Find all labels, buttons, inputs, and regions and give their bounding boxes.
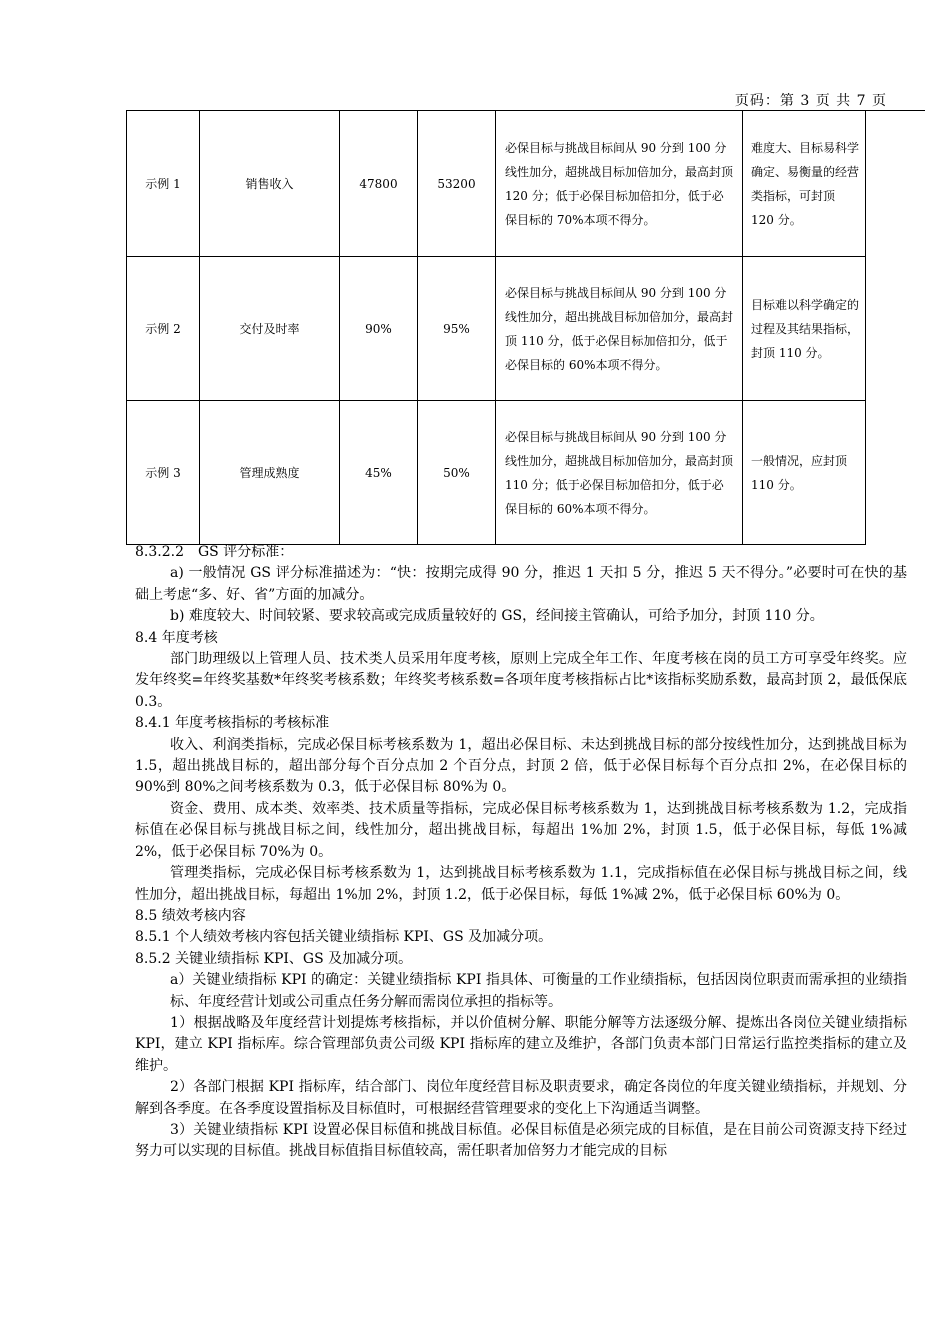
must-target: 90% bbox=[340, 257, 418, 401]
paragraph: 管理类指标，完成必保目标考核系数为 1，达到挑战目标考核系数为 1.1，完成指标值在必保目标与挑战目标之间，线性加分，超出挑战目标，每超出 1%加 2%，封顶 1.2，低于必保目标，每低 1%减 2%，低于必保目标 60%为 0。 bbox=[135, 865, 907, 903]
challenge-target: 53200 bbox=[418, 111, 496, 257]
section-heading: 8.5.2 关键业绩指标 KPI、GS 及加减分项。 bbox=[135, 950, 413, 967]
scoring-rule: 必保目标与挑战目标间从 90 分到 100 分线性加分，超挑战目标加倍加分，最高封顶 120 分；低于必保目标加倍扣分，低于必保目标的 70%本项不得分。 bbox=[496, 111, 743, 257]
example-label: 示例 1 bbox=[127, 111, 200, 257]
indicator-name: 管理成熟度 bbox=[200, 401, 340, 545]
paragraph: 部门助理级以上管理人员、技术类人员采用年度考核，原则上完成全年工作、年度考核在岗的员工方可享受年终奖。应发年终奖=年终奖基数*年终奖考核系数；年终奖考核系数=各项年度考核指标占比*该指标奖励系数，最高封顶 2，最低保底 0.3。 bbox=[135, 651, 907, 710]
paragraph: 2）各部门根据 KPI 指标库，结合部门、岗位年度经营目标及职责要求，确定各岗位的年度关键业绩指标，并规划、分解到各季度。在各季度设置指标及目标值时，可根据经营管理要求的变化上下沟通适当调整。 bbox=[135, 1079, 907, 1117]
document-body bbox=[135, 542, 907, 1163]
paragraph: 资金、费用、成本类、效率类、技术质量等指标，完成必保目标考核系数为 1，达到挑战目标考核系数为 1.2，完成指标值在必保目标与挑战目标之间，线性加分，超出挑战目标，每超出 1%加 2%，封顶 1.5，低于必保目标，每低 1%减 2%，低于必保目标 70%为 0。 bbox=[135, 800, 907, 860]
paragraph: a) 一般情况 GS 评分标准描述为：“快：按期完成得 90 分，推迟 1 天扣 5 分，推迟 5 天不得分。”必要时可在快的基础上考虑“多、好、省”方面的加减分。 bbox=[135, 565, 907, 603]
section-heading: 8.5 绩效考核内容 bbox=[135, 907, 246, 924]
paragraph: 收入、利润类指标，完成必保目标考核系数为 1，超出必保目标、未达到挑战目标的部分按线性加分，达到挑战目标为 1.5，超出挑战目标的，超出部分每个百分点加 2 个百分点，封顶 2 倍，低于必保目标每个百分点扣 2%，在必保目标的 90%到 80%之间考核系数为 0.3，低于必保目标 80%为 0。 bbox=[135, 736, 907, 796]
scoring-rule: 必保目标与挑战目标间从 90 分到 100 分线性加分，超挑战目标加倍加分，最高封顶 110 分；低于必保目标加倍扣分，低于必保目标的 60%本项不得分。 bbox=[496, 401, 743, 545]
table-row bbox=[127, 401, 866, 545]
remark: 难度大、目标易科学确定、易衡量的经营类指标，可封顶 120 分。 bbox=[743, 111, 866, 257]
must-target: 47800 bbox=[340, 111, 418, 257]
challenge-target: 50% bbox=[418, 401, 496, 545]
remark: 目标难以科学确定的过程及其结果指标，封顶 110 分。 bbox=[743, 257, 866, 401]
paragraph: 1）根据战略及年度经营计划提炼考核指标，并以价值树分解、职能分解等方法逐级分解、提炼出各岗位关键业绩指标 KPI，建立 KPI 指标库。综合管理部负责公司级 KPI 指标库的建立及维护，各部门负责本部门日常运行监控类指标的建立及维护。 bbox=[135, 1014, 907, 1074]
table-row bbox=[127, 111, 866, 257]
must-target: 45% bbox=[340, 401, 418, 545]
section-heading: 8.3.2.2 GS 评分标准： bbox=[135, 544, 294, 560]
page-header bbox=[135, 92, 925, 111]
kpi-scoring-table bbox=[126, 110, 866, 545]
table-row bbox=[127, 257, 866, 401]
indicator-name: 销售收入 bbox=[200, 111, 340, 257]
section-heading: 8.4.1 年度考核指标的考核标准 bbox=[135, 715, 330, 732]
paragraph: a）关键业绩指标 KPI 的确定：关键业绩指标 KPI 指具体、可衡量的工作业绩指标，包括因岗位职责而需承担的业绩指标、年度经营计划或公司重点任务分解而需岗位承担的指标等。 bbox=[170, 972, 907, 1010]
page-number: 页码：第 3 页 共 7 页 bbox=[734, 93, 887, 109]
scoring-rule: 必保目标与挑战目标间从 90 分到 100 分线性加分，超出挑战目标加倍加分，最高封顶 110 分，低于必保目标加倍扣分，低于必保目标的 60%本项不得分。 bbox=[496, 257, 743, 401]
remark: 一般情况，应封顶 110 分。 bbox=[743, 401, 866, 545]
paragraph: b) 难度较大、时间较紧、要求较高或完成质量较好的 GS，经间接主管确认，可给予加分，封顶 110 分。 bbox=[170, 608, 824, 625]
paragraph: 3）关键业绩指标 KPI 设置必保目标值和挑战目标值。必保目标值是必须完成的目标值，是在目前公司资源支持下经过努力可以实现的目标值。挑战目标值指目标值较高，需任职者加倍努力才能完成的目标 bbox=[135, 1121, 907, 1160]
section-heading: 8.5.1 个人绩效考核内容包括关键业绩指标 KPI、GS 及加减分项。 bbox=[135, 929, 553, 946]
indicator-name: 交付及时率 bbox=[200, 257, 340, 401]
example-label: 示例 2 bbox=[127, 257, 200, 401]
section-heading: 8.4 年度考核 bbox=[135, 629, 218, 646]
challenge-target: 95% bbox=[418, 257, 496, 401]
example-label: 示例 3 bbox=[127, 401, 200, 545]
